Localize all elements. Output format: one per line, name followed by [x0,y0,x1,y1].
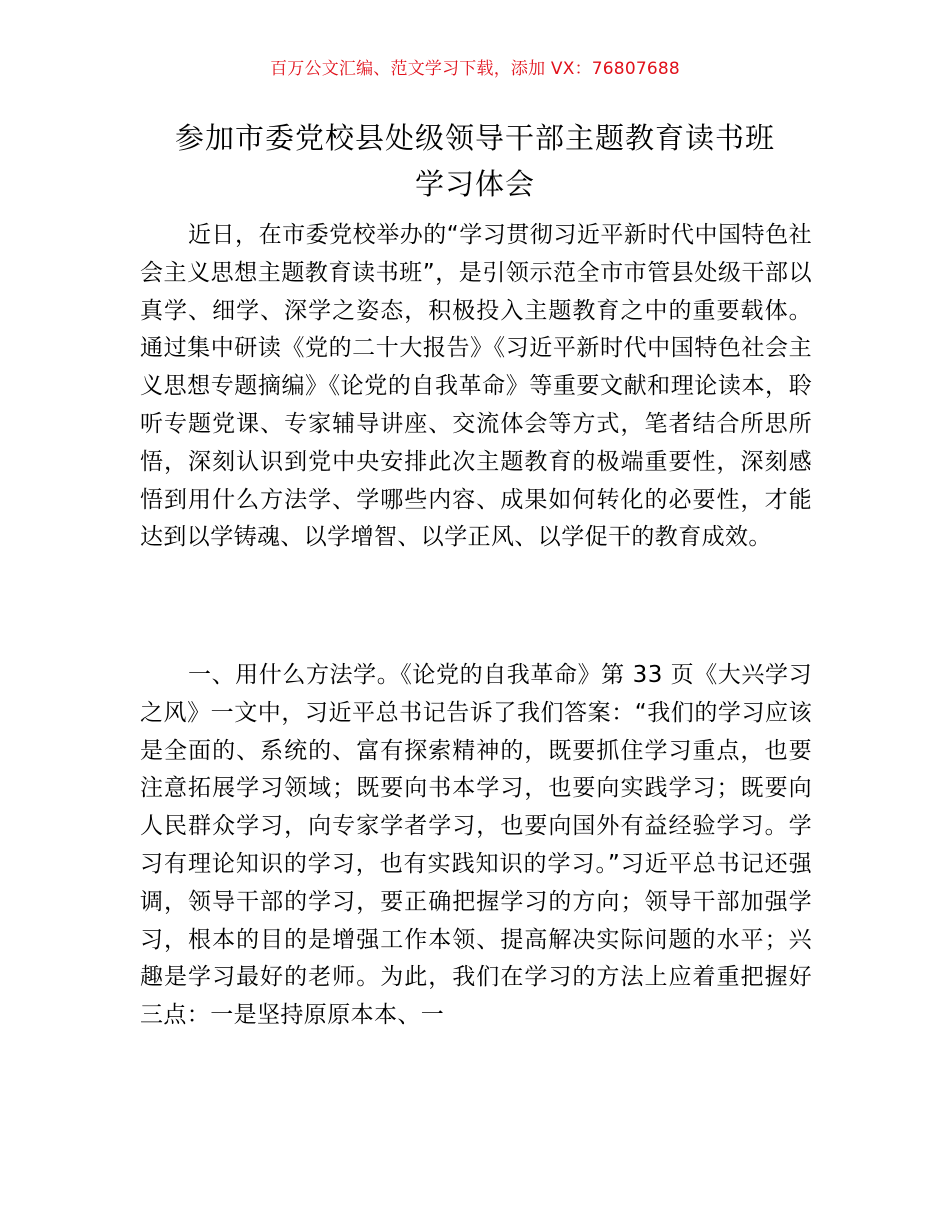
paragraph-intro: 近日，在市委党校举办的“学习贯彻习近平新时代中国特色社会主义思想主题教育读书班”，是引领示范全市市管县处级干部以真学、细学、深学之姿态，积极投入主题教育之中的重要载体。通过集中研读《党的二十大报告》《习近平新时代中国特色社会主义思想专题摘编》《论党的自我革命》等重要文献和理论读本，聆听专题党课、专家辅导讲座、交流体会等方式，笔者结合所思所悟，深刻认识到党中央安排此次主题教育的极端重要性，深刻感悟到用什么方法学、学哪些内容、成果如何转化的必要性，才能达到以学铸魂、以学增智、以学正风、以学促干的教育成效。 [140,222,812,551]
paragraph-section-1: 一、用什么方法学。《论党的自我革命》第 33 页《大兴学习之风》一文中，习近平总书记告诉了我们答案：“我们的学习应该是全面的、系统的、富有探索精神的，既要抓住学习重点，也要注意拓展学习领域；既要向书本学习，也要向实践学习；既要向人民群众学习，向专家学者学习，也要向国外有益经验学习。学习有理论知识的学习，也有实践知识的学习。”习近平总书记还强调，领导干部的学习，要正确把握学习的方向；领导干部加强学习，根本的目的是增强工作本领、提高解决实际问题的水平；兴趣是学习最好的老师。为此，我们在学习的方法上应着重把握好三点：一是坚持原原本本、一 [140,662,812,1029]
watermark-banner: 百万公文汇编、范文学习下载，添加 VX：76807688 [270,59,680,79]
title-line-1: 参加市委党校县处级领导干部主题教育读书班 [174,121,775,155]
page-title [120,115,830,207]
title-line-2: 学习体会 [414,167,535,201]
